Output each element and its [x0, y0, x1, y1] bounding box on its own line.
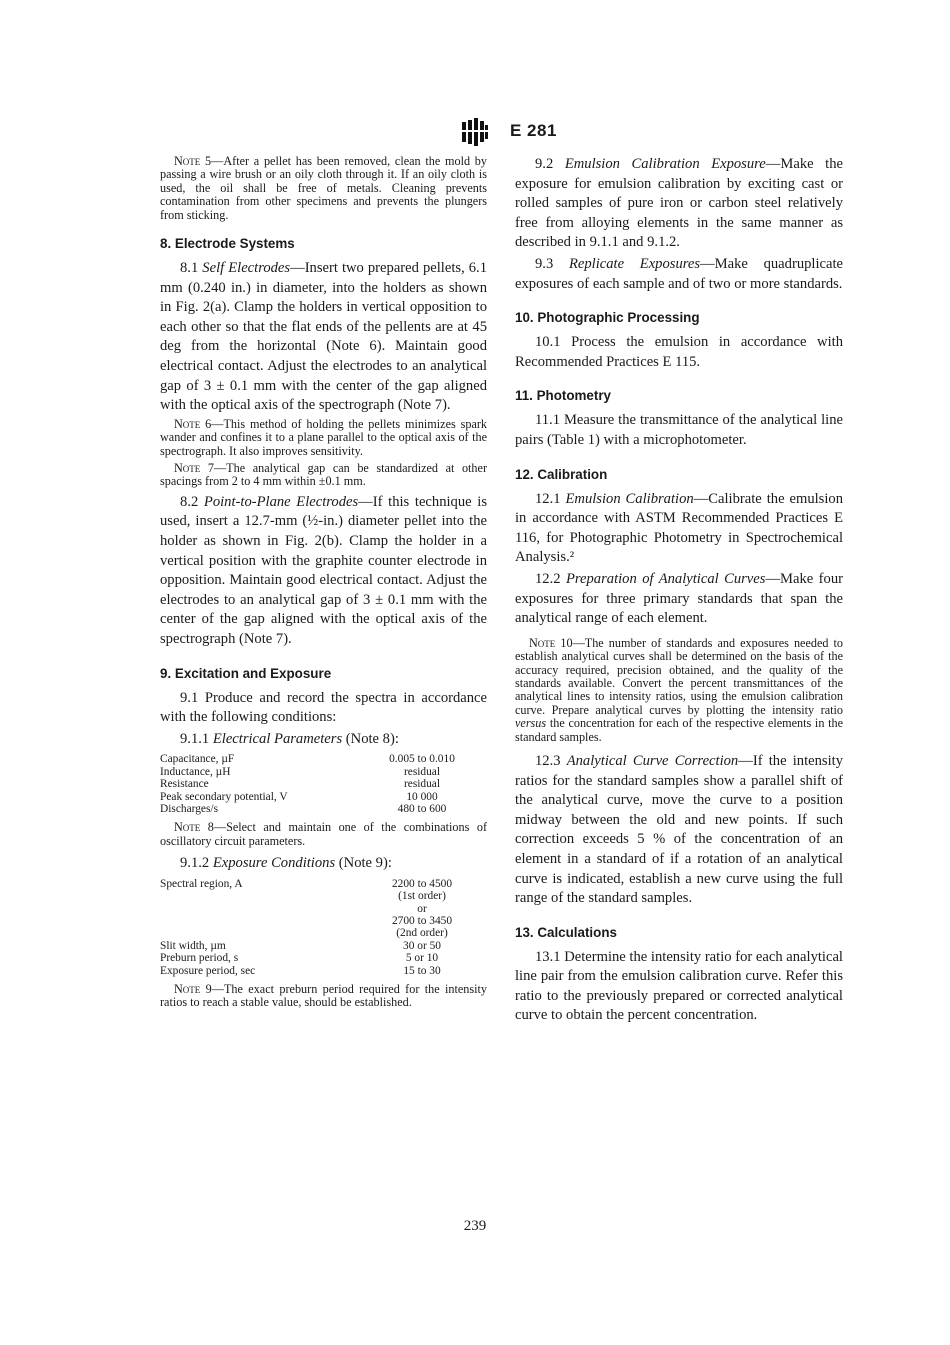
para-number: 12.2 — [535, 570, 566, 587]
note-label: Note 9 — [174, 982, 212, 997]
para-number: 8.2 — [180, 493, 204, 510]
para-text: —Make quadruplicate exposures of each sample and of two or more standards. — [515, 255, 844, 292]
note-text: the concentration for each of the respective elements in the standard samples. — [515, 716, 843, 744]
para-text: —If the intensity ratios for the standard samples show a parallel shift of the analytical curve, move the curve to a position midway between the old and new points. If such correction exceeds 5 % of the concentration of an element in a standard of if a rotation of an analytical curve is indicated, establish a new curve using the full range of the standard samples. — [515, 752, 843, 907]
paragraph-12-1 — [515, 490, 843, 568]
table-row — [160, 903, 487, 915]
electrical-parameters-table — [160, 753, 487, 815]
param-value: 2700 to 3450 — [391, 915, 453, 927]
table-row — [160, 778, 487, 790]
table-row — [160, 803, 487, 815]
table-row — [160, 952, 487, 964]
note-label: Note 5 — [174, 154, 212, 168]
param-value: 10 000 — [406, 790, 438, 803]
exposure-conditions-table — [160, 878, 487, 977]
para-title: Preparation of Analytical Curves — [565, 570, 766, 587]
param-name: Spectral region, A — [160, 877, 243, 890]
paragraph-9-1-2 — [160, 854, 487, 874]
note-5 — [160, 155, 487, 222]
page-header — [0, 118, 950, 148]
note-9 — [160, 983, 487, 1010]
param-value: 15 to 30 — [403, 964, 441, 977]
para-title: Self Electrodes — [202, 260, 291, 277]
note-text: —Select and maintain one of the combinations of oscillatory circuit parameters. — [160, 820, 488, 848]
param-name: Exposure period, sec — [160, 964, 256, 977]
left-column — [160, 155, 487, 1014]
note-text: —The exact preburn period required for the intensity ratios to reach a stable value, should be established. — [160, 982, 488, 1010]
param-value: 2200 to 4500 — [391, 877, 453, 890]
note-6 — [160, 418, 487, 458]
para-text: —Insert two prepared pellets, 6.1 mm (0.240 in.) in diameter, into the holders as shown in Fig. 2(a). Clamp the holders in vertical opposition to each other so that the flat ends of the pellents are at 45 deg from the horizontal (Note 6). Maintain good electrical contact. Adjust the electrodes to an analytical gap of 3 ± 0.1 mm with the center of the gap aligned with the optical axis of the spectrograph (Note 7). — [160, 260, 488, 414]
table-row — [160, 753, 487, 765]
para-title: Point-to-Plane Electrodes — [203, 493, 359, 510]
param-name: Discharges/s — [160, 802, 218, 815]
para-title: Electrical Parameters — [212, 730, 343, 747]
standard-designation: E 281 — [510, 121, 557, 140]
note-label: Note 6 — [174, 416, 212, 431]
paragraph-8-2 — [160, 493, 487, 650]
section-heading-9: 9. Excitation and Exposure — [160, 665, 332, 681]
note-label: Note 7 — [174, 461, 214, 475]
table-row — [160, 965, 487, 977]
para-number: 9.2 — [535, 156, 565, 172]
paragraph-8-1 — [160, 259, 487, 416]
para-text: —Make four exposures for three primary standards that span the analytical range of each element. — [515, 570, 843, 627]
note-label: Note 10 — [529, 635, 573, 650]
paragraph-12-2 — [515, 570, 843, 629]
param-value: (2nd order) — [396, 927, 448, 940]
section-heading-8: 8. Electrode Systems — [160, 236, 295, 252]
astm-logo-icon — [460, 118, 490, 146]
paragraph-13-1: 13.1 Determine the intensity ratio for each analytical line pair from the emulsion calibration curve. Refer this ratio to the previously prepared or corrected analytical curve to obtain the percent concentration. — [515, 948, 843, 1024]
paragraph-9-3 — [515, 255, 843, 294]
param-value: 30 or 50 — [403, 939, 441, 952]
paragraph-9-2 — [515, 155, 843, 253]
section-heading-11: 11. Photometry — [515, 388, 611, 404]
para-number: 9.1.2 — [180, 855, 213, 872]
section-heading-13: 13. Calculations — [515, 924, 617, 940]
note-label: Note 8 — [174, 820, 214, 835]
para-title: Emulsion Calibration — [565, 490, 694, 507]
table-row — [160, 927, 487, 939]
paragraph-11-1: 11.1 Measure the transmittance of the analytical line pairs (Table 1) with a microphotometer. — [515, 412, 843, 448]
note-text: —After a pellet has been removed, clean the mold by passing a wire brush or an oily cloth through it. If an oily cloth is used, the oil shall be free of metals. Cleaning prevents contamination from other specimens and prevents the plungers from sticking. — [160, 154, 487, 222]
param-name: Preburn period, s — [160, 952, 239, 965]
section-heading-10: 10. Photographic Processing — [515, 310, 700, 326]
param-value: 5 or 10 — [405, 952, 439, 965]
note-text: —This method of holding the pellets minimizes spark wander and confines it to a plane parallel to the optical axis of the spectrograph. It also improves sensitivity. — [160, 416, 488, 458]
para-number: 9.1.1 — [180, 730, 213, 747]
section-heading-12: 12. Calibration — [515, 466, 608, 482]
table-row — [160, 915, 487, 927]
note-text: —The number of standards and exposures needed to establish analytical curves shall be determined on the basis of the accuracy required, precision obtained, and the quality of the standards available. Convert the percent transmittances of the analytical lines to intensity ratios, using the emulsion calibration curve. Prepare analytical curves by plotting the intensity ratio — [515, 635, 844, 717]
para-text: —Calibrate the emulsion in accordance with ASTM Recommended Practices E 116, for Photographic Photometry in Spectrochemical Analysis.² — [515, 490, 843, 566]
param-value: or — [417, 902, 427, 915]
para-title: Replicate Exposures — [568, 255, 701, 272]
param-name: Resistance — [160, 778, 209, 791]
para-text: —Make the exposure for emulsion calibration by exciting cast or rolled samples of pure iron or carbon steel relatively free from alloying elements in the same manner as described in 9.1.1 and 9.1.2. — [515, 156, 843, 251]
note-text: —The analytical gap can be standardized at other spacings from 2 to 4 mm within ±0.1 mm. — [160, 461, 487, 489]
note-7 — [160, 462, 487, 489]
table-row — [160, 878, 487, 890]
para-number: 12.3 — [535, 752, 567, 769]
param-name: Inductance, µH — [160, 765, 231, 778]
table-row — [160, 766, 487, 778]
para-title: Emulsion Calibration Exposure — [564, 156, 766, 172]
param-value: 480 to 600 — [397, 802, 447, 815]
para-text: (Note 8): — [342, 730, 399, 747]
para-text: (Note 9): — [335, 855, 392, 872]
param-value: 0.005 to 0.010 — [389, 753, 455, 766]
table-row — [160, 940, 487, 952]
para-text: —If this technique is used, insert a 12.7-mm (½-in.) diameter pellet into the holder as shown in Fig. 2(b). Clamp the holder in a vertical position with the graphite counter electrode in opposition. Maintain good electrical contact. Adjust the electrodes to an analytical gap of 3 ± 0.1 mm with the center of the gap aligned with the optical axis of the spectrograph (Note 7). — [160, 493, 488, 647]
para-title: Exposure Conditions — [212, 855, 336, 872]
note-10 — [515, 637, 843, 744]
right-column — [515, 155, 843, 1028]
paragraph-9-1-1 — [160, 730, 487, 750]
table-row — [160, 791, 487, 803]
para-number: 9.3 — [535, 255, 569, 272]
paragraph-10-1: 10.1 Process the emulsion in accordance with Recommended Practices E 115. — [515, 334, 843, 370]
para-number: 8.1 — [180, 260, 203, 277]
para-number: 12.1 — [535, 490, 566, 507]
note-emphasis: versus — [515, 716, 547, 731]
note-8 — [160, 821, 487, 848]
param-value: residual — [403, 778, 441, 791]
param-name: Peak secondary potential, V — [160, 790, 288, 803]
page-number: 239 — [463, 1218, 487, 1234]
param-value: (1st order) — [398, 890, 446, 903]
param-value: residual — [403, 765, 441, 778]
paragraph-9-1: 9.1 Produce and record the spectra in accordance with the following conditions: — [160, 689, 487, 726]
table-row — [160, 890, 487, 902]
paragraph-12-3 — [515, 752, 843, 909]
param-name: Capacitance, µF — [160, 753, 235, 766]
param-name: Slit width, µm — [160, 939, 226, 952]
para-title: Analytical Curve Correction — [566, 752, 739, 769]
